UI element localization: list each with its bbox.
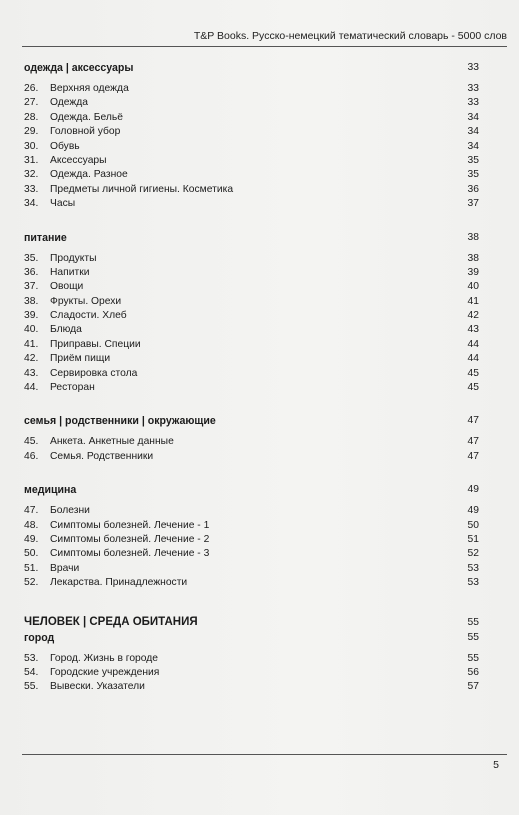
entry-title: Предметы личной гигиены. Косметика xyxy=(50,183,234,195)
entry-page: 43 xyxy=(467,324,479,336)
entry-title: Симптомы болезней. Лечение - 3 xyxy=(50,548,210,560)
part-heading xyxy=(24,615,479,630)
toc-entry xyxy=(24,381,479,395)
toc-entry xyxy=(24,280,479,294)
entry-title: Напитки xyxy=(50,266,90,278)
toc-entry xyxy=(24,154,479,168)
part-title: ЧЕЛОВЕК | СРЕДА ОБИТАНИЯ xyxy=(24,615,198,628)
entry-page: 53 xyxy=(467,562,479,574)
toc-entry xyxy=(24,338,479,352)
section-heading xyxy=(24,230,479,246)
section-heading xyxy=(24,630,479,646)
entry-page: 53 xyxy=(467,577,479,589)
toc-entry xyxy=(24,547,479,561)
toc-entry xyxy=(24,309,479,323)
entry-page: 47 xyxy=(467,436,479,448)
entry-number: 30. xyxy=(24,140,39,152)
toc-entry xyxy=(24,168,479,182)
entry-title: Овощи xyxy=(50,281,84,293)
entry-page: 38 xyxy=(467,252,479,264)
entry-title: Продукты xyxy=(50,252,97,264)
section-title: город xyxy=(24,631,55,644)
toc-entry xyxy=(24,140,479,154)
entry-number: 53. xyxy=(24,652,39,664)
header-title: T&P Books. Русско-немецкий тематический словарь - 5000 слов xyxy=(193,30,507,42)
entry-page: 45 xyxy=(467,367,479,379)
entry-page: 33 xyxy=(467,97,479,109)
section-page: 33 xyxy=(467,62,479,73)
entry-page: 34 xyxy=(467,140,479,152)
entry-number: 26. xyxy=(24,83,39,94)
entry-title: Приправы. Специи xyxy=(50,338,141,350)
entry-number: 35. xyxy=(24,252,39,264)
toc-entry xyxy=(24,562,479,576)
entry-number: 41. xyxy=(24,338,39,350)
footer-rule xyxy=(22,754,507,755)
entry-page: 50 xyxy=(467,519,479,531)
entry-title: Головной убор xyxy=(50,126,121,138)
entry-number: 39. xyxy=(24,310,39,322)
entry-title: Врачи xyxy=(50,562,80,574)
entry-title: Симптомы болезней. Лечение - 1 xyxy=(50,519,210,531)
entry-number: 47. xyxy=(24,505,39,517)
entry-page: 51 xyxy=(467,533,479,545)
entry-title: Семья. Родственники xyxy=(50,450,154,462)
entry-page: 39 xyxy=(467,266,479,278)
entry-number: 31. xyxy=(24,154,39,166)
entry-number: 29. xyxy=(24,126,39,138)
entry-page: 34 xyxy=(467,111,479,123)
section-page: 38 xyxy=(467,231,479,243)
entry-number: 34. xyxy=(24,198,39,210)
toc-entry xyxy=(24,323,479,337)
entry-page: 44 xyxy=(467,353,479,365)
section-page: 47 xyxy=(467,415,479,427)
toc-entry xyxy=(24,450,479,464)
toc-entry xyxy=(24,435,479,449)
toc-entry xyxy=(24,352,479,366)
entry-page: 37 xyxy=(467,198,479,210)
toc-entry xyxy=(24,504,479,518)
entry-page: 47 xyxy=(467,450,479,462)
entry-title: Приём пищи xyxy=(50,353,111,365)
section-heading xyxy=(24,482,479,498)
entry-page: 36 xyxy=(467,183,479,195)
toc-entry xyxy=(24,295,479,309)
entry-number: 46. xyxy=(24,450,39,462)
entry-page: 56 xyxy=(467,666,479,678)
entry-number: 36. xyxy=(24,266,39,278)
entry-title: Сладости. Хлеб xyxy=(50,310,127,322)
entry-number: 28. xyxy=(24,111,39,123)
entry-title: Блюда xyxy=(50,324,82,336)
entry-number: 33. xyxy=(24,183,39,195)
entry-title: Городские учреждения xyxy=(50,666,160,678)
toc-entry xyxy=(24,666,479,680)
entry-page: 45 xyxy=(467,382,479,394)
toc-entry xyxy=(24,533,479,547)
entry-page: 49 xyxy=(467,505,479,517)
toc-entry xyxy=(24,82,479,96)
entry-page: 55 xyxy=(467,652,479,664)
entry-number: 50. xyxy=(24,548,39,560)
toc-entry xyxy=(24,252,479,266)
table-of-contents xyxy=(24,60,479,695)
section-page: 49 xyxy=(467,484,479,496)
entry-title: Болезни xyxy=(50,505,90,517)
toc-entry xyxy=(24,197,479,211)
entry-number: 55. xyxy=(24,681,39,693)
toc-entry xyxy=(24,367,479,381)
entry-number: 37. xyxy=(24,281,39,293)
entry-title: Одежда. Разное xyxy=(50,169,128,181)
entry-title: Часы xyxy=(50,198,76,210)
entry-page: 35 xyxy=(467,154,479,166)
entry-page: 44 xyxy=(467,338,479,350)
toc-entry xyxy=(24,576,479,590)
entry-number: 51. xyxy=(24,562,39,574)
entry-number: 49. xyxy=(24,533,39,545)
entry-number: 54. xyxy=(24,666,39,678)
entry-number: 40. xyxy=(24,324,39,336)
entry-page: 57 xyxy=(467,681,479,693)
entry-number: 42. xyxy=(24,353,39,365)
entry-page: 42 xyxy=(467,310,479,322)
entry-title: Одежда. Бельё xyxy=(50,111,123,123)
section-title: питание xyxy=(24,231,67,244)
toc-entry xyxy=(24,519,479,533)
entry-title: Ресторан xyxy=(50,382,95,394)
toc-entry xyxy=(24,183,479,197)
entry-title: Город. Жизнь в городе xyxy=(50,652,159,664)
entry-title: Анкета. Анкетные данные xyxy=(50,436,174,448)
entry-number: 32. xyxy=(24,169,39,181)
entry-number: 44. xyxy=(24,382,39,394)
entry-title: Фрукты. Орехи xyxy=(50,295,122,307)
entry-number: 27. xyxy=(24,97,39,109)
entry-title: Одежда xyxy=(50,97,89,109)
toc-entry xyxy=(24,680,479,694)
entry-page: 33 xyxy=(467,83,479,94)
section-heading xyxy=(24,413,479,429)
toc-entry xyxy=(24,96,479,110)
entry-title: Сервировка стола xyxy=(50,367,138,379)
entry-number: 52. xyxy=(24,577,39,589)
toc-entry xyxy=(24,111,479,125)
entry-number: 48. xyxy=(24,519,39,531)
toc-entry xyxy=(24,125,479,139)
toc-entry xyxy=(24,652,479,666)
toc-entry xyxy=(24,266,479,280)
entry-title: Симптомы болезней. Лечение - 2 xyxy=(50,533,210,545)
running-header xyxy=(22,28,507,47)
entry-title: Аксессуары xyxy=(50,154,107,166)
section-title: медицина xyxy=(24,484,77,497)
entry-page: 35 xyxy=(467,169,479,181)
entry-title: Обувь xyxy=(50,140,80,152)
section-page: 55 xyxy=(467,631,479,643)
entry-page: 34 xyxy=(467,126,479,138)
page-number: 5 xyxy=(493,759,499,771)
entry-page: 41 xyxy=(467,295,479,307)
section-title: одежда | аксессуары xyxy=(24,62,134,74)
entry-number: 38. xyxy=(24,295,39,307)
entry-title: Вывески. Указатели xyxy=(50,681,145,693)
section-title: семья | родственники | окружающие xyxy=(24,415,216,428)
entry-number: 43. xyxy=(24,367,39,379)
section-heading xyxy=(24,60,479,76)
entry-page: 52 xyxy=(467,548,479,560)
entry-page: 40 xyxy=(467,281,479,293)
entry-number: 45. xyxy=(24,436,39,448)
entry-title: Лекарства. Принадлежности xyxy=(50,577,188,589)
part-page: 55 xyxy=(467,616,479,628)
entry-title: Верхняя одежда xyxy=(50,83,129,94)
